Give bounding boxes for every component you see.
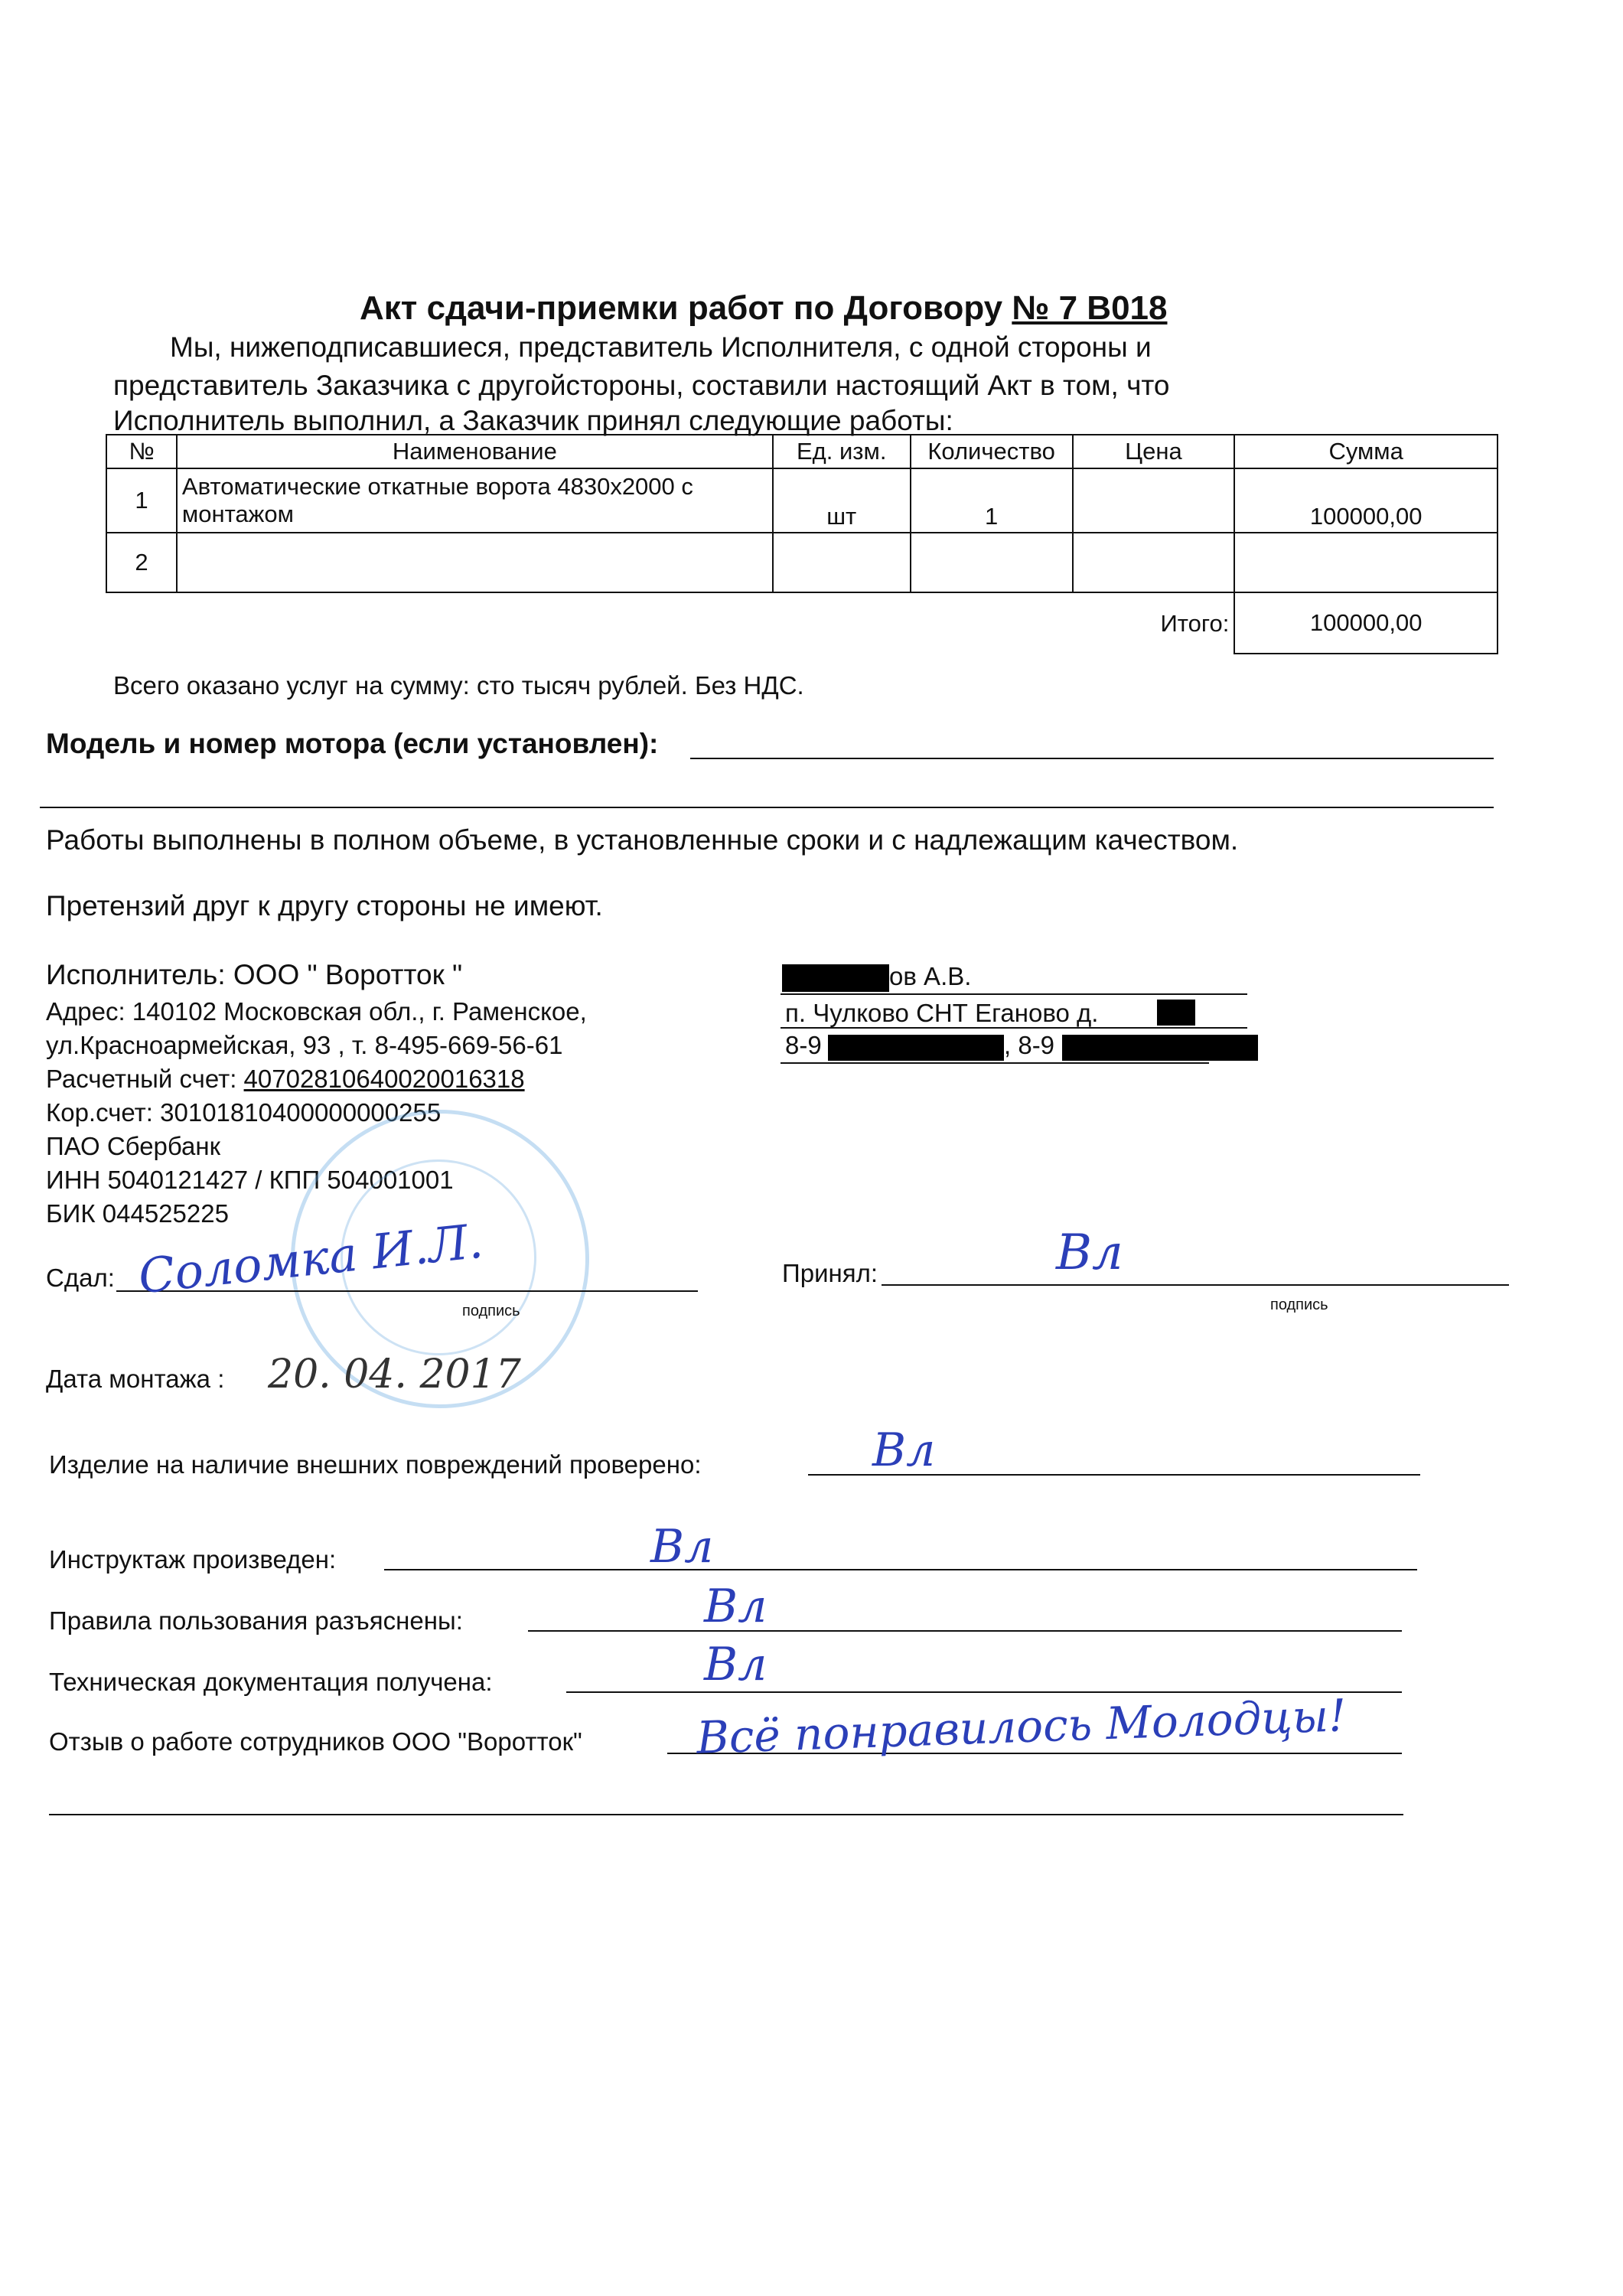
- column-header: Количество: [911, 435, 1073, 468]
- customer-address: п. Чулково СНТ Еганово д.: [785, 999, 1099, 1027]
- title-text: Акт сдачи-приемки работ по Договору: [360, 289, 1003, 327]
- row-unit: шт: [773, 468, 911, 533]
- column-header: Цена: [1073, 435, 1235, 468]
- row-name-line: Автоматические откатные ворота 4830х2000 с: [181, 473, 693, 500]
- feedback-line-2: [49, 1814, 1403, 1815]
- row-sum: [1234, 533, 1498, 592]
- no-claims-text: Претензий друг к другу стороны не имеют.: [46, 890, 603, 921]
- account-label: Расчетный счет:: [46, 1065, 237, 1093]
- intro-line-2: представитель Заказчика с другойстороны, составили настоящий Акт в том, что: [113, 370, 1170, 401]
- feedback-label: Отзыв о работе сотрудников ООО "Воротток": [49, 1727, 582, 1756]
- account-number: 40702810640020016318: [243, 1065, 525, 1093]
- intro-line-3: Исполнитель выполнил, а Заказчик принял следующие работы:: [113, 405, 953, 436]
- install-date-label: Дата монтажа :: [46, 1365, 225, 1393]
- signature-caption: подпись: [462, 1303, 520, 1319]
- contractor-inn: ИНН 5040121427 / КПП 504001001: [46, 1166, 454, 1194]
- row-price: [1073, 468, 1235, 533]
- check-briefing-line: [384, 1569, 1417, 1570]
- contractor-name: Исполнитель: ООО " Воротток ": [46, 959, 463, 990]
- total-label: Итого:: [1160, 609, 1230, 637]
- received-initials: Вл: [1056, 1225, 1123, 1281]
- contractor-account: [46, 1064, 525, 1094]
- redaction-bar: [782, 964, 889, 992]
- row-number: 2: [106, 533, 177, 592]
- received-signature-line: [882, 1284, 1509, 1286]
- works-table: [106, 434, 1498, 654]
- redaction-bar: [1157, 1000, 1195, 1026]
- row-quantity: 1: [911, 468, 1073, 533]
- check-docs-mark: Вл: [704, 1638, 768, 1691]
- received-label: Принял:: [782, 1259, 878, 1287]
- check-rules-mark: Вл: [704, 1580, 768, 1633]
- contractor-bank: ПАО Сбербанк: [46, 1132, 221, 1160]
- row-unit: [773, 533, 911, 592]
- intro-line-1: Мы, нижеподписавшиеся, представитель Исполнителя, с одной стороны и: [170, 331, 1152, 363]
- column-header: Ед. изм.: [773, 435, 911, 468]
- redaction-bar: [828, 1035, 1004, 1061]
- handed-handwriting: Соломка И.Л.: [135, 1212, 486, 1305]
- row-sum: 100000,00: [1234, 468, 1498, 533]
- motor-line: [690, 758, 1494, 759]
- check-damage-mark: Вл: [872, 1424, 936, 1477]
- row-name: [177, 533, 773, 592]
- install-date: 20. 04. 2017: [268, 1352, 521, 1397]
- customer-phone-1: 8-9: [785, 1031, 822, 1059]
- redaction-bar: [1062, 1035, 1258, 1061]
- table-row: [106, 468, 1498, 533]
- column-header: №: [106, 435, 177, 468]
- table-total-row: [106, 592, 1498, 654]
- customer-name: ов А.В.: [889, 962, 972, 990]
- table-header-row: [106, 435, 1498, 468]
- contractor-address-1: Адрес: 140102 Московская обл., г. Раменское,: [46, 997, 587, 1026]
- row-quantity: [911, 533, 1073, 592]
- summary-line: Всего оказано услуг на сумму: сто тысяч рублей. Без НДС.: [113, 671, 804, 700]
- feedback-handwriting: Всё понравилось Молодцы!: [696, 1689, 1348, 1764]
- customer-address-line: [781, 1027, 1247, 1029]
- contractor-address-2: ул.Красноармейская, 93 , т. 8-495-669-56-61: [46, 1031, 563, 1059]
- column-header: Наименование: [177, 435, 773, 468]
- contract-number: № 7 В018: [1012, 289, 1168, 327]
- row-name: [177, 468, 773, 533]
- row-price: [1073, 533, 1235, 592]
- handed-label: Сдал:: [46, 1264, 115, 1292]
- customer-name-line: [781, 993, 1247, 995]
- total-value: 100000,00: [1234, 592, 1498, 654]
- customer-phone-2: , 8-9: [1004, 1031, 1055, 1059]
- customer-phone-line: [781, 1062, 1209, 1064]
- check-docs-label: Техническая документация получена:: [49, 1668, 493, 1696]
- row-number: 1: [106, 468, 177, 533]
- document-title: [360, 289, 1167, 328]
- contractor-bik: БИК 044525225: [46, 1199, 229, 1228]
- motor-label: Модель и номер мотора (если установлен):: [46, 728, 659, 759]
- check-rules-line: [528, 1630, 1402, 1632]
- check-briefing-mark: Вл: [650, 1520, 714, 1574]
- contractor-corr-account: Кор.счет: 30101810400000000255: [46, 1098, 442, 1127]
- table-row: [106, 533, 1498, 592]
- motor-line-2: [40, 807, 1494, 808]
- completion-text: Работы выполнены в полном объеме, в установленные сроки и с надлежащим качеством.: [46, 824, 1239, 856]
- check-damage-label: Изделие на наличие внешних повреждений проверено:: [49, 1450, 702, 1479]
- check-briefing-label: Инструктаж произведен:: [49, 1545, 337, 1574]
- check-rules-label: Правила пользования разъяснены:: [49, 1606, 463, 1635]
- column-header: Сумма: [1234, 435, 1498, 468]
- signature-caption: подпись: [1270, 1296, 1328, 1313]
- row-name-line: монтажом: [181, 501, 294, 527]
